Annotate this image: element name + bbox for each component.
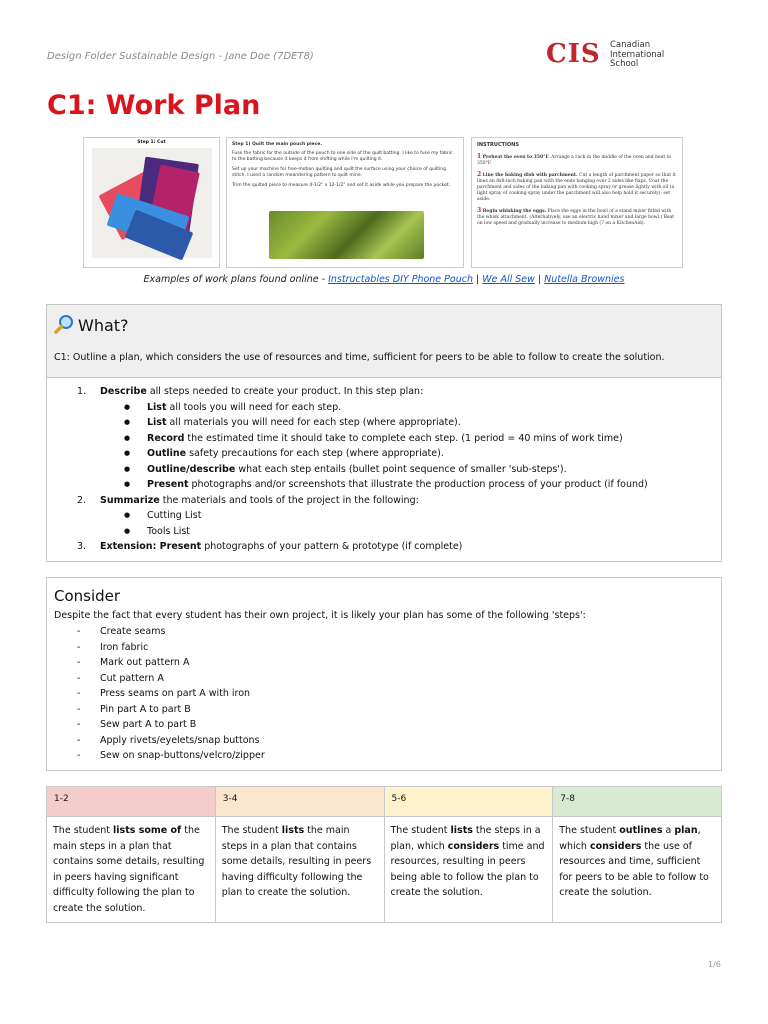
consider-item-text: Mark out pattern A xyxy=(100,657,190,668)
step-item xyxy=(47,493,721,509)
example-nutella-brownies: INSTRUCTIONS 1 Preheat the oven to 350°F. Arrange a rack in the middle of the oven and heat to 350°F. 2 Line the baking dish with parchment. Cut a length of parchment paper so that it lines an 8x8-inch baking pan with the ends hanging over 2 sides like flaps. Coat the parchment and sides of the baking pan with cooking spray or grease lightly with oil (a light spray of cooking spray under the parchment will also help hold it securely); set aside. 3 Begin whisking the eggs. Place the eggs in the bowl of a stand mixer fitted with the whisk attachment. (Alternatively, use an electric hand mixer and large bowl.) Beat on low speed and gradually increase to medium-high (7 on a KitchenAid). xyxy=(471,137,683,268)
dash-marker: - xyxy=(77,719,81,730)
consider-item-text: Sew part A to part B xyxy=(100,719,197,730)
bullet-dot: ● xyxy=(124,480,131,488)
sub-step-item xyxy=(47,524,721,540)
sub-step-text: Present photographs and/or screenshots that illustrate the production process of your product (if found) xyxy=(147,479,648,490)
what-section xyxy=(46,304,722,562)
consider-item xyxy=(47,624,721,640)
page-number: 1/6 xyxy=(708,960,721,969)
consider-item xyxy=(47,748,721,764)
consider-item-text: Create seams xyxy=(100,626,166,637)
link-instructables[interactable]: Instructables DIY Phone Pouch xyxy=(328,274,473,285)
dash-marker: - xyxy=(77,734,81,746)
logo-words: Canadian International School xyxy=(610,40,665,69)
steps-list xyxy=(47,384,721,555)
dash-marker: - xyxy=(77,750,81,761)
rubric-table xyxy=(46,786,722,923)
consider-item xyxy=(47,717,721,733)
bullet-dot: ● xyxy=(124,402,131,411)
example-images xyxy=(83,137,683,268)
rubric-descriptor: The student lists some of the main steps in a plan that contains some details, resulting in peers having significant difficulty following the plan to create the solution. xyxy=(47,817,216,923)
sub-step-text: List all materials you will need for each step (where appropriate). xyxy=(147,417,461,428)
sub-step-text: Record the estimated time it should take to complete each step. (1 period = 40 mins of work time) xyxy=(147,432,623,444)
consider-section xyxy=(46,577,722,771)
bullet-dot: ● xyxy=(124,418,131,426)
sub-step-item xyxy=(47,415,721,431)
consider-item xyxy=(47,702,721,718)
sub-step-text: Outline/describe what each step entails (bullet point sequence of smaller 'sub-steps'). xyxy=(147,463,567,475)
consider-item xyxy=(47,655,721,671)
step-number: 2. xyxy=(77,494,87,506)
dash-marker: - xyxy=(77,672,81,684)
step-item xyxy=(47,384,721,400)
link-we-all-sew[interactable]: We All Sew xyxy=(482,274,535,285)
consider-description: Despite the fact that every student has their own project, it is likely your plan has some of the following 'steps': xyxy=(54,610,586,621)
consider-item-text: Iron fabric xyxy=(100,641,149,653)
consider-item-text: Pin part A to part B xyxy=(100,703,191,715)
sub-step-item xyxy=(47,508,721,524)
rubric-descriptor: The student outlines a plan, which considers the use of resources and time, sufficient for peers to be able to follow to create the solution. xyxy=(553,817,722,923)
bullet-dot: ● xyxy=(124,511,131,519)
bullet-dot: ● xyxy=(124,449,131,457)
sub-step-text: List all tools you will need for each step. xyxy=(147,401,342,413)
sub-step-item xyxy=(47,431,721,447)
consider-item-text: Press seams on part A with iron xyxy=(100,688,251,699)
what-description: C1: Outline a plan, which considers the use of resources and time, sufficient for peers to be able to follow to create the solution. xyxy=(54,352,665,363)
quilted-fabric-photo xyxy=(269,211,424,259)
fabric-photo xyxy=(92,148,212,258)
consider-item-text: Cut pattern A xyxy=(100,672,164,684)
consider-item-text: Sew on snap-buttons/velcro/zipper xyxy=(100,750,265,761)
consider-item xyxy=(47,686,721,702)
step-number: 3. xyxy=(77,541,87,552)
rubric-descriptor: The student lists the main steps in a plan that contains some details, resulting in peers having difficulty following the plan to create the solution. xyxy=(215,817,384,923)
consider-list xyxy=(47,624,721,764)
rubric-level-7-8: 7-8 xyxy=(553,787,722,817)
sub-step-text: Cutting List xyxy=(147,510,202,521)
sub-step-item xyxy=(47,462,721,478)
what-header xyxy=(47,305,721,378)
consider-item xyxy=(47,733,721,749)
consider-item xyxy=(47,640,721,656)
magnifier-icon xyxy=(54,314,74,334)
document-header: Design Folder Sustainable Design - Jane Doe (7DET8) xyxy=(47,51,314,62)
step-text: Describe all steps needed to create your product. In this step plan: xyxy=(100,386,424,397)
logo-mark: CIS xyxy=(546,39,601,69)
dash-marker: - xyxy=(77,688,81,699)
step-item xyxy=(47,539,721,555)
page-title: C1: Work Plan xyxy=(47,90,261,121)
examples-caption: Examples of work plans found online - Instructables DIY Phone Pouch | We All Sew | Nutella Brownies xyxy=(143,274,625,285)
step-text: Extension: Present photographs of your pattern & prototype (if complete) xyxy=(100,541,463,552)
dash-marker: - xyxy=(77,657,81,668)
rubric-level-3-4: 3-4 xyxy=(215,787,384,817)
consider-item-text: Apply rivets/eyelets/snap buttons xyxy=(100,734,260,746)
example-phone-pouch: Step 1: Cut xyxy=(83,137,220,268)
dash-marker: - xyxy=(77,641,81,653)
dash-marker: - xyxy=(77,626,81,637)
sub-step-item xyxy=(47,477,721,493)
example-we-all-sew: Step 1) Quilt the main pouch piece. Fuse the fabric for the outside of the pouch to one side of the quilt batting. I like to fuse my fabric to the batting because it keeps it from shifting while I'm quilting it. Set up your machine for free-motion quilting and quilt the surface using your choice of quilting stitch. I used a random meandering pattern to quilt mine. Trim the quilted piece to measure 4-1/2" x 12-1/2" and set it aside while you prepare the pocket. xyxy=(226,137,464,268)
what-title: What? xyxy=(78,316,129,335)
school-logo xyxy=(546,40,676,70)
rubric-level-5-6: 5-6 xyxy=(384,787,553,817)
step-number: 1. xyxy=(77,386,87,397)
step-text: Summarize the materials and tools of the project in the following: xyxy=(100,494,419,506)
bullet-dot: ● xyxy=(124,526,131,535)
bullet-dot: ● xyxy=(124,433,131,442)
rubric-descriptor: The student lists the steps in a plan, which considers time and resources, resulting in peers being able to follow the plan to create the solution. xyxy=(384,817,553,923)
bullet-dot: ● xyxy=(124,464,131,473)
consider-title: Consider xyxy=(54,587,121,605)
consider-item xyxy=(47,671,721,687)
dash-marker: - xyxy=(77,703,81,715)
rubric-level-1-2: 1-2 xyxy=(47,787,216,817)
sub-step-item xyxy=(47,446,721,462)
sub-step-text: Outline safety precautions for each step (where appropriate). xyxy=(147,448,444,459)
sub-step-text: Tools List xyxy=(147,525,191,537)
link-nutella-brownies[interactable]: Nutella Brownies xyxy=(544,274,625,285)
sub-step-item xyxy=(47,400,721,416)
